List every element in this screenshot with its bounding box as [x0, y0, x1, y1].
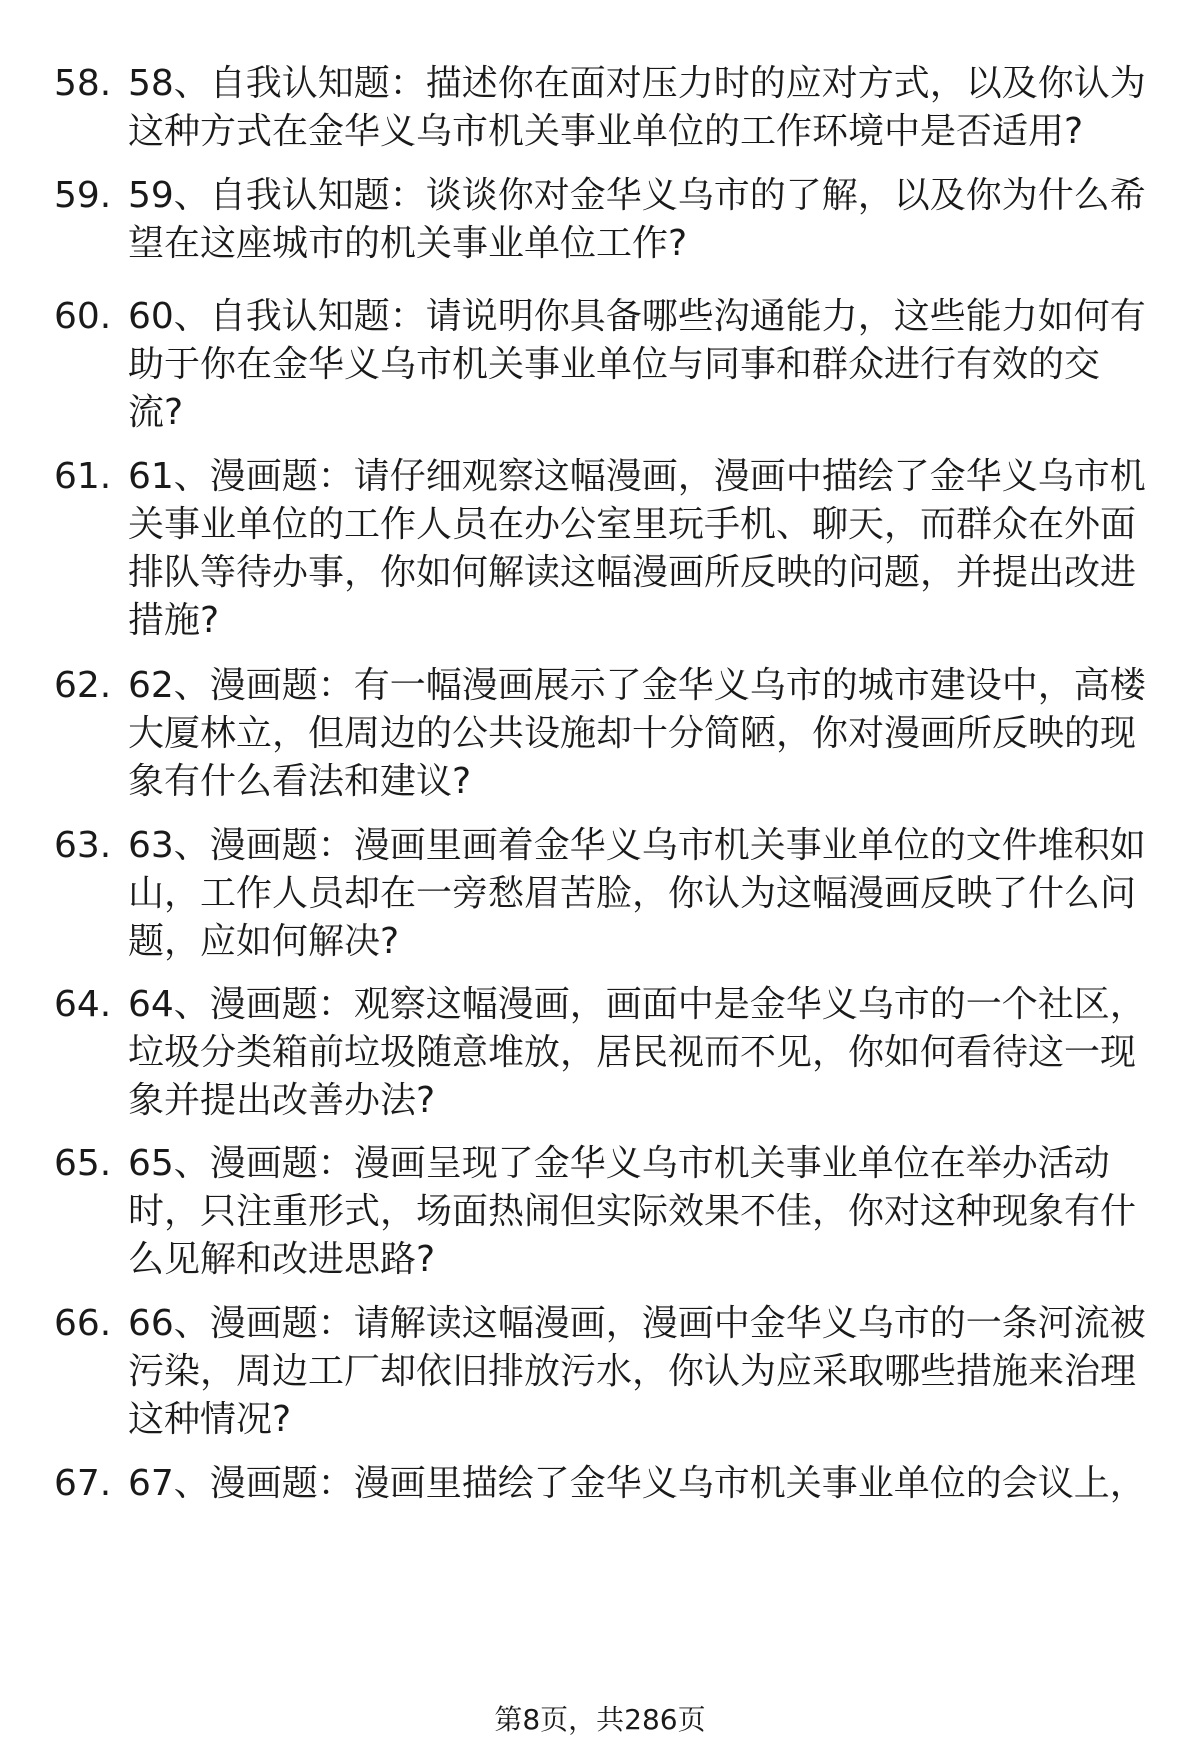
question-text [128, 981, 1146, 1125]
item-number: 64. [54, 984, 112, 1025]
item-number: 62. [54, 665, 112, 706]
text-line: 67、漫画题：漫画里描绘了金华义乌市机关事业单位的会议上， [128, 1463, 1146, 1504]
text-line: 64、漫画题：观察这幅漫画，画面中是金华义乌市的一个社区， [128, 984, 1146, 1025]
text-line: 时，只注重形式，场面热闹但实际效果不佳，你对这种现象有什 [128, 1191, 1137, 1232]
text-line: 65、漫画题：漫画呈现了金华义乌市机关事业单位在举办活动 [128, 1143, 1110, 1184]
text-line: 望在这座城市的机关事业单位工作? [128, 223, 688, 264]
question-text [128, 662, 1146, 806]
item-number: 67. [54, 1463, 112, 1504]
text-line: 排队等待办事，你如何解读这幅漫画所反映的问题，并提出改进 [128, 552, 1137, 593]
question-text [128, 172, 1146, 268]
question-text [128, 1300, 1146, 1444]
text-line: 象有什么看法和建议? [128, 761, 472, 802]
item-number: 66. [54, 1303, 112, 1344]
text-line: 60、自我认知题：请说明你具备哪些沟通能力，这些能力如何有 [128, 296, 1146, 337]
text-line: 59、自我认知题：谈谈你对金华义乌市的了解，以及你为什么希 [128, 175, 1146, 216]
text-line: 大厦林立，但周边的公共设施却十分简陋，你对漫画所反映的现 [128, 713, 1137, 754]
text-line: 题，应如何解决? [128, 921, 400, 962]
question-text [128, 822, 1146, 966]
text-line: 63、漫画题：漫画里画着金华义乌市机关事业单位的文件堆积如 [128, 825, 1146, 866]
question-text [128, 1140, 1138, 1284]
text-line: 这种方式在金华义乌市机关事业单位的工作环境中是否适用? [128, 111, 1084, 152]
text-line: 污染，周边工厂却依旧排放污水，你认为应采取哪些措施来治理 [128, 1351, 1137, 1392]
question-text [128, 453, 1146, 645]
question-text [128, 1460, 1146, 1508]
text-line: 么见解和改进思路? [128, 1239, 436, 1280]
text-line: 61、漫画题：请仔细观察这幅漫画，漫画中描绘了金华义乌市机 [128, 456, 1146, 497]
text-line: 措施? [128, 600, 220, 641]
text-line: 垃圾分类箱前垃圾随意堆放，居民视而不见，你如何看待这一现 [128, 1032, 1137, 1073]
question-text [128, 293, 1146, 437]
page-footer: 第8页，共286页 [494, 1703, 706, 1736]
item-number: 63. [54, 825, 112, 866]
text-line: 流? [128, 392, 184, 433]
text-line: 象并提出改善办法? [128, 1080, 436, 1121]
item-number: 60. [54, 296, 112, 337]
text-line: 助于你在金华义乌市机关事业单位与同事和群众进行有效的交 [128, 344, 1101, 385]
text-line: 山，工作人员却在一旁愁眉苦脸，你认为这幅漫画反映了什么问 [128, 873, 1137, 914]
text-line: 这种情况? [128, 1399, 292, 1440]
text-line: 66、漫画题：请解读这幅漫画，漫画中金华义乌市的一条河流被 [128, 1303, 1146, 1344]
item-number: 58. [54, 63, 112, 104]
item-number: 61. [54, 456, 112, 497]
text-line: 62、漫画题：有一幅漫画展示了金华义乌市的城市建设中，高楼 [128, 665, 1146, 706]
question-text [128, 60, 1146, 156]
item-number: 59. [54, 175, 112, 216]
text-line: 关事业单位的工作人员在办公室里玩手机、聊天，而群众在外面 [128, 504, 1137, 545]
text-line: 58、自我认知题：描述你在面对压力时的应对方式，以及你认为 [128, 63, 1146, 104]
item-number: 65. [54, 1143, 112, 1184]
